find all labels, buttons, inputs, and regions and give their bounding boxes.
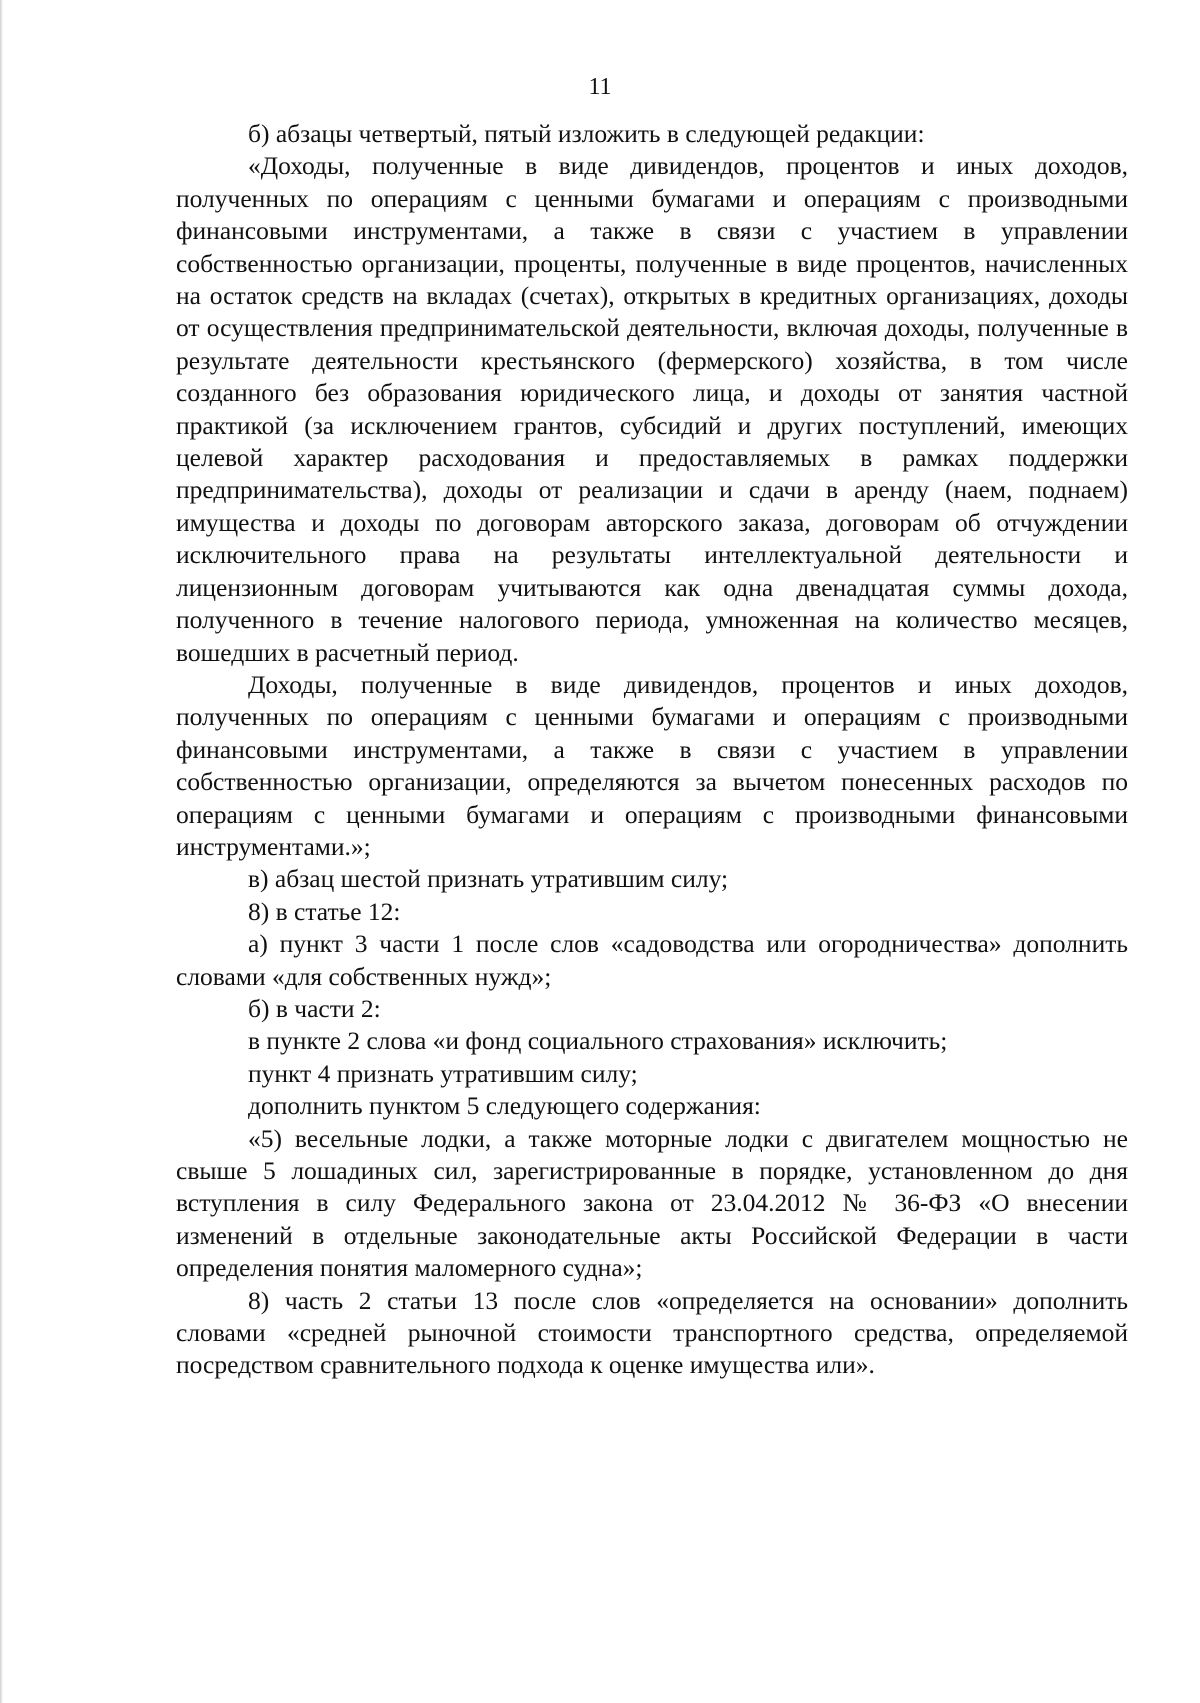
paragraph-item-v: в) абзац шестой признать утратившим силу;	[248, 864, 729, 894]
paragraph-article-12: 8) в статье 12:	[248, 896, 401, 926]
paragraph-clause-4: пункт 4 признать утратившим силу;	[248, 1058, 638, 1088]
paragraph-income-definition: «Доходы, полученные в виде дивидендов, процентов и иных доходов, полученных по операциям с ценными бумагами и операциям с производными финансовыми инструментами, а также в связи с участием в управлении собственностью организации, проценты, полученные в виде процентов, начисленных на остаток средств на вкладах (счетах), открытых в кредитных организациях, доходы от осуществления предпринимательской деятельности, включая доходы, полученные в результате деятельности крестьянского (фермерского) хозяйства, в том числе созданного без образования юридического лица, и доходы от занятия частной практикой (за исключением грантов, субсидий и других поступлений, имеющих целевой характер расходования и предоставляемых в рамках поддержки предпринимательства), доходы от реализации и сдачи в аренду (наем, поднаем) имущества и доходы по договорам авторского заказа, договорам об отчуждении исключительного права на результаты интеллектуальной деятельности и лицензионным договорам учитываются как одна двенадцатая суммы дохода, полученного в течение налогового периода, умноженная на количество месяцев, вошедших в расчетный период.	[176, 151, 1128, 667]
paragraph-income-deduction: Доходы, полученные в виде дивидендов, процентов и иных доходов, полученных по операциям с ценными бумагами и операциям с производными финансовыми инструментами, а также в связи с участием в управлении собственностью организации, определяются за вычетом понесенных расходов по операциям с ценными бумагами и операциям с производными финансовыми инструментами.»;	[176, 669, 1128, 861]
paragraph-item-b: б) в части 2:	[248, 993, 381, 1023]
paragraph-clause-2: в пункте 2 слова «и фонд социального страхования» исключить;	[248, 1026, 948, 1056]
page-number: 11	[588, 74, 612, 100]
paragraph-item-a: а) пункт 3 части 1 после слов «садоводства или огородничества» дополнить словами «для собственных нужд»;	[176, 929, 1128, 991]
paragraph-article-13: 8) часть 2 статьи 13 после слов «определяется на основании» дополнить словами «средней рыночной стоимости транспортного средства, определяемой посредством сравнительного подхода к оценке имущества или».	[176, 1285, 1128, 1380]
paragraph-intro: б) абзацы четвертый, пятый изложить в следующей редакции:	[248, 119, 925, 148]
paragraph-clause-5-text: «5) весельные лодки, а также моторные лодки с двигателем мощностью не свыше 5 лошадиных сил, зарегистрированные в порядке, установленном до дня вступления в силу Федерального закона от 23.04.2012 № 36-ФЗ «О внесении изменений в отдельные законодательные акты Российской Федерации в части определения понятия маломерного судна»;	[176, 1123, 1128, 1283]
document-body	[176, 118, 1128, 1382]
paragraph-add-clause-5: дополнить пунктом 5 следующего содержания:	[248, 1091, 761, 1121]
scan-edge	[0, 0, 3, 1703]
